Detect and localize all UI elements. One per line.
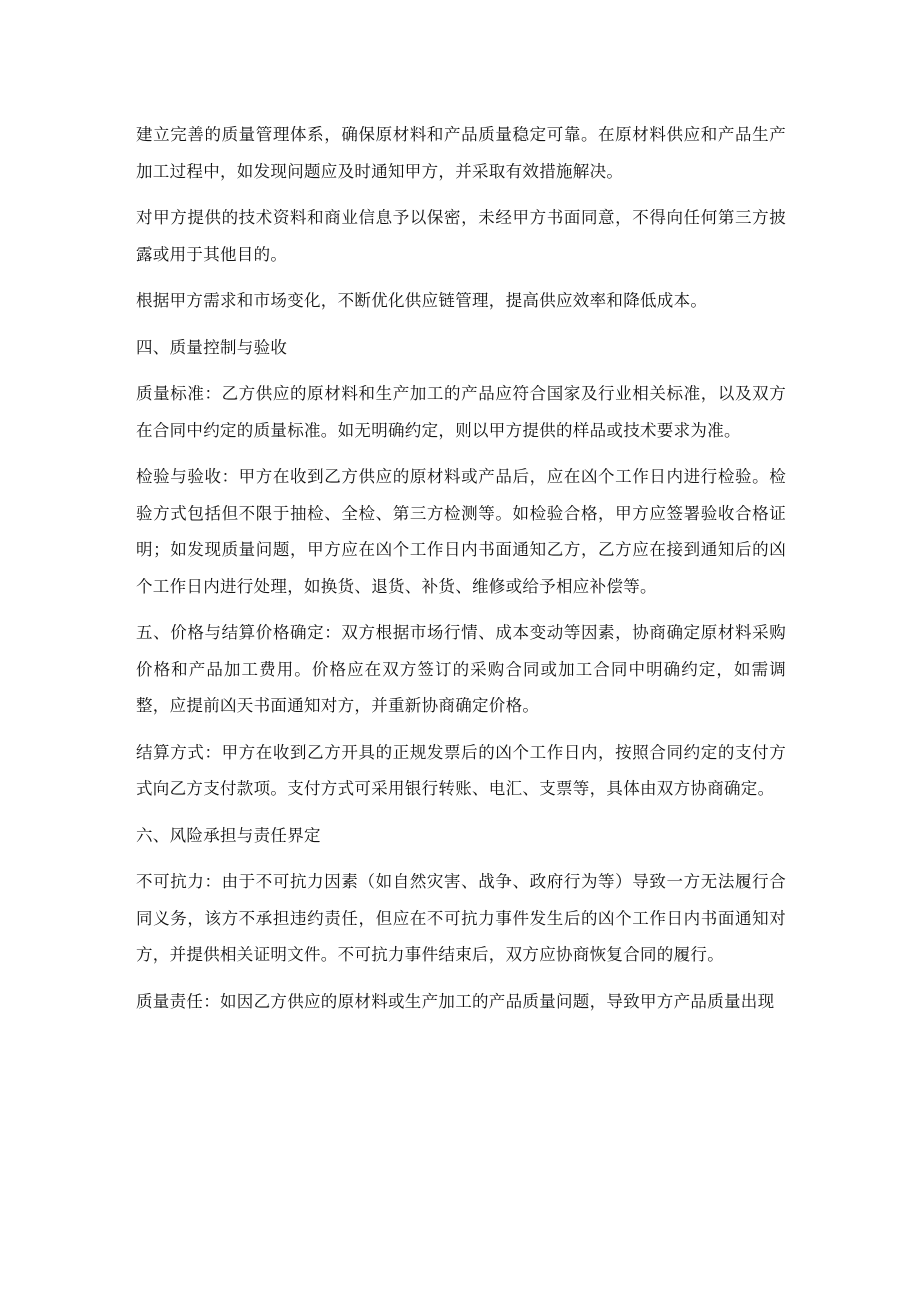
- section-heading-quality-control: 四、质量控制与验收: [136, 337, 288, 357]
- paragraph-inspection-acceptance: 检验与验收：甲方在收到乙方供应的原材料或产品后，应在凶个工作日内进行检验。检验方式包括但不限于抽检、全检、第三方检测等。如检验合格，甲方应签署验收合格证明；如发现质量问题，甲方应在凶个工作日内书面通知乙方，乙方应在接到通知后的凶个工作日内进行处理，如换货、退货、补货、维修或给予相应补偿等。: [136, 467, 786, 596]
- document-body: [136, 117, 786, 1030]
- paragraph-quality-standard: 质量标准：乙方供应的原材料和生产加工的产品应符合国家及行业相关标准，以及双方在合同中约定的质量标准。如无明确约定，则以甲方提供的样品或技术要求为准。: [136, 384, 786, 440]
- paragraph-force-majeure: 不可抗力：由于不可抗力因素（如自然灾害、战争、政府行为等）导致一方无法履行合同义务，该方不承担违约责任，但应在不可抗力事件发生后的凶个工作日内书面通知对方，并提供相关证明文件。不可抗力事件结束后，双方应协商恢复合同的履行。: [136, 872, 786, 964]
- section-heading-risk-liability: 六、风险承担与责任界定: [136, 825, 321, 845]
- paragraph-supply-chain: 根据甲方需求和市场变化，不断优化供应链管理，提高供应效率和降低成本。: [136, 291, 708, 310]
- paragraph-quality-liability: 质量责任：如因乙方供应的原材料或生产加工的产品质量问题，导致甲方产品质量出现: [136, 991, 775, 1011]
- paragraph-quality-system: 建立完善的质量管理体系，确保原材料和产品质量稳定可靠。在原材料供应和产品生产加工过程中，如发现问题应及时通知甲方，并采取有效措施解决。: [136, 125, 786, 181]
- paragraph-price-settlement: 五、价格与结算价格确定：双方根据市场行情、成本变动等因素，协商确定原材料采购价格和产品加工费用。价格应在双方签订的采购合同或加工合同中明确约定，如需调整，应提前凶天书面通知对方，并重新协商确定价格。: [136, 623, 786, 715]
- paragraph-confidentiality: 对甲方提供的技术资料和商业信息予以保密，未经甲方书面同意，不得向任何第三方披露或用于其他目的。: [136, 208, 786, 264]
- paragraph-settlement-method: 结算方式：甲方在收到乙方开具的正规发票后的凶个工作日内，按照合同约定的支付方式向乙方支付款项。支付方式可采用银行转账、电汇、支票等，具体由双方协商确定。: [136, 742, 786, 798]
